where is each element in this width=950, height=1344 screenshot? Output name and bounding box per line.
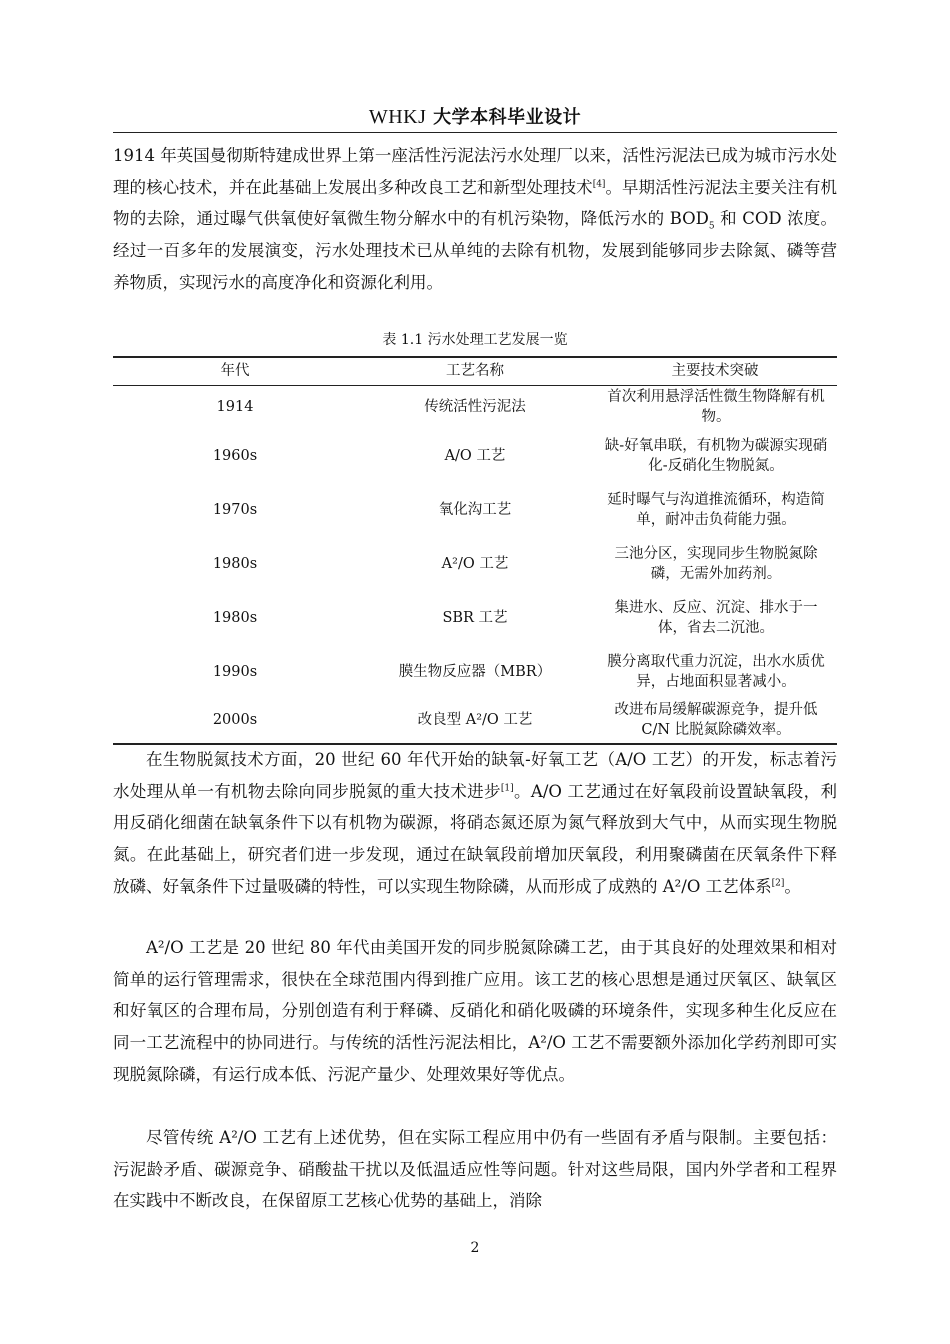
table-row: [113, 432, 837, 480]
header-title-cn: 大学本科毕业设计: [426, 107, 582, 128]
paragraph-a2o: A²/O 工艺是 20 世纪 80 年代由美国开发的同步脱氮除磷工艺，由于其良好的处理效果和相对简单的运行管理需求，很快在全球范围内得到推广应用。该工艺的核心思想是通过厌氧区、缺氧区和好氧区的合理布局，分别创造有利于释磷、反硝化和硝化吸磷的环境条件，实现多种生化反应在同一工艺流程中的协同进行。与传统的活性污泥法相比，A²/O 工艺不需要额外添加化学药剂即可实现脱氮除磷，有运行成本低、污泥产量少、处理效果好等优点。: [113, 938, 837, 1084]
cell-year: 1914: [216, 399, 254, 415]
cell-process: 膜生物反应器（MBR）: [398, 664, 552, 680]
cell-breakthrough: [603, 698, 829, 742]
table-header-breakthrough: 主要技术突破: [671, 363, 759, 379]
cell-breakthrough: [603, 540, 829, 588]
cell-breakthrough-text: 集进水、反应、沉淀、排水于一体，省去二沉池。: [614, 600, 818, 636]
cell-year: 2000s: [212, 712, 258, 728]
table-row: [113, 540, 837, 588]
table-row: [113, 648, 837, 696]
paragraph-intro: [113, 140, 837, 299]
paragraph-text: 。A/O 工艺通过在好氧段前设置缺氧段，利用反硝化细菌在缺氧条件下以有机物为碳源，将硝态氮还原为氮气释放到大气中，从而实现生物脱氮。在此基础上，研究者们进一步发现，通过在缺氧段前增加厌氧段，利用聚磷菌在厌氧条件下释放磷、好氧条件下过量吸磷的特性，可以实现生物除磷，从而形成了成熟的 A²/O 工艺体系: [113, 781, 838, 896]
table-row: [113, 594, 837, 642]
cell-process: A²/O 工艺: [441, 556, 509, 572]
citation-ref: [4]: [592, 179, 606, 190]
cell-process: A/O 工艺: [444, 448, 506, 464]
table-row: [113, 386, 837, 428]
page-header: [113, 104, 837, 131]
cell-process: SBR 工艺: [442, 610, 508, 626]
cell-breakthrough: [603, 648, 829, 696]
cell-breakthrough: [603, 594, 829, 642]
page-number: 2: [470, 1240, 480, 1256]
table-row: [113, 698, 837, 742]
paragraph-limitations: 尽管传统 A²/O 工艺有上述优势，但在实际工程应用中仍有一些固有矛盾与限制。主要包括：污泥龄矛盾、碳源竞争、硝酸盐干扰以及低温适应性等问题。针对这些局限，国内外学者和工程界在实践中不断改良，在保留原工艺核心优势的基础上，消除: [113, 1128, 837, 1211]
cell-breakthrough-text: 三池分区，实现同步生物脱氮除磷，无需外加药剂。: [614, 546, 818, 582]
cell-breakthrough-text: 缺-好氧串联，有机物为碳源实现硝化-反硝化生物脱氮。: [604, 438, 828, 474]
cell-process: 传统活性污泥法: [424, 399, 526, 415]
cell-year: 1960s: [212, 448, 258, 464]
citation-ref: [1]: [500, 783, 514, 794]
header-title-latin: WHKJ: [368, 106, 427, 128]
paragraph-text: 和 COD 浓度。经过一百多年的发展演变，污水处理技术已从单纯的去除有机物，发展到能够同步去除氮、磷等营养物质，实现污水的高度净化和资源化利用。: [113, 209, 837, 292]
cell-breakthrough-text: 膜分离取代重力沉淀，出水水质优异，占地面积显著减小。: [607, 654, 825, 690]
cell-breakthrough-text: 改进布局缓解碳源竞争，提升低 C/N 比脱氮除磷效率。: [614, 702, 818, 738]
table-header-year: 年代: [220, 363, 250, 379]
cell-year: 1980s: [212, 610, 258, 626]
paragraph-text: 1914 年英国曼彻斯特建成世界上第一座活性污泥法污水处理厂以来，活性污泥法已成为城市污水处理的核心技术，并在此基础上发展出多种改良工艺和新型处理技术: [113, 146, 837, 197]
cell-year: 1980s: [212, 556, 258, 572]
subscript: 5: [708, 221, 715, 232]
paragraph-text: 。早期活性污泥法主要关注有机物的去除，通过曝气供氧使好氧微生物分解水中的有机污染物，降低污水的 BOD: [113, 177, 838, 229]
cell-year: 1990s: [212, 664, 258, 680]
cell-breakthrough: [603, 486, 829, 534]
citation-ref: [2]: [771, 878, 785, 889]
cell-process: 氧化沟工艺: [438, 502, 512, 518]
cell-process: 改良型 A²/O 工艺: [417, 712, 533, 728]
cell-breakthrough: [603, 386, 829, 428]
paragraph-text: 。: [784, 876, 801, 896]
table-header-process: 工艺名称: [446, 363, 504, 379]
table-row: [113, 486, 837, 534]
cell-breakthrough-text: 延时曝气与沟道推流循环，构造简单，耐冲击负荷能力强。: [607, 492, 825, 528]
paragraph-denitrification: [113, 744, 837, 903]
table-top-rule: [113, 356, 837, 358]
header-rule: [113, 132, 837, 133]
cell-breakthrough-text: 首次利用悬浮活性微生物降解有机物。: [607, 389, 825, 425]
cell-breakthrough: [603, 432, 829, 480]
cell-year: 1970s: [212, 502, 258, 518]
table-caption: 表 1.1 污水处理工艺发展一览: [382, 332, 568, 348]
paragraph-text: 在生物脱氮技术方面，20 世纪 60 年代开始的缺氧-好氧工艺（A/O 工艺）的开发，标志着污水处理从单一有机物去除向同步脱氮的重大技术进步: [113, 750, 837, 801]
